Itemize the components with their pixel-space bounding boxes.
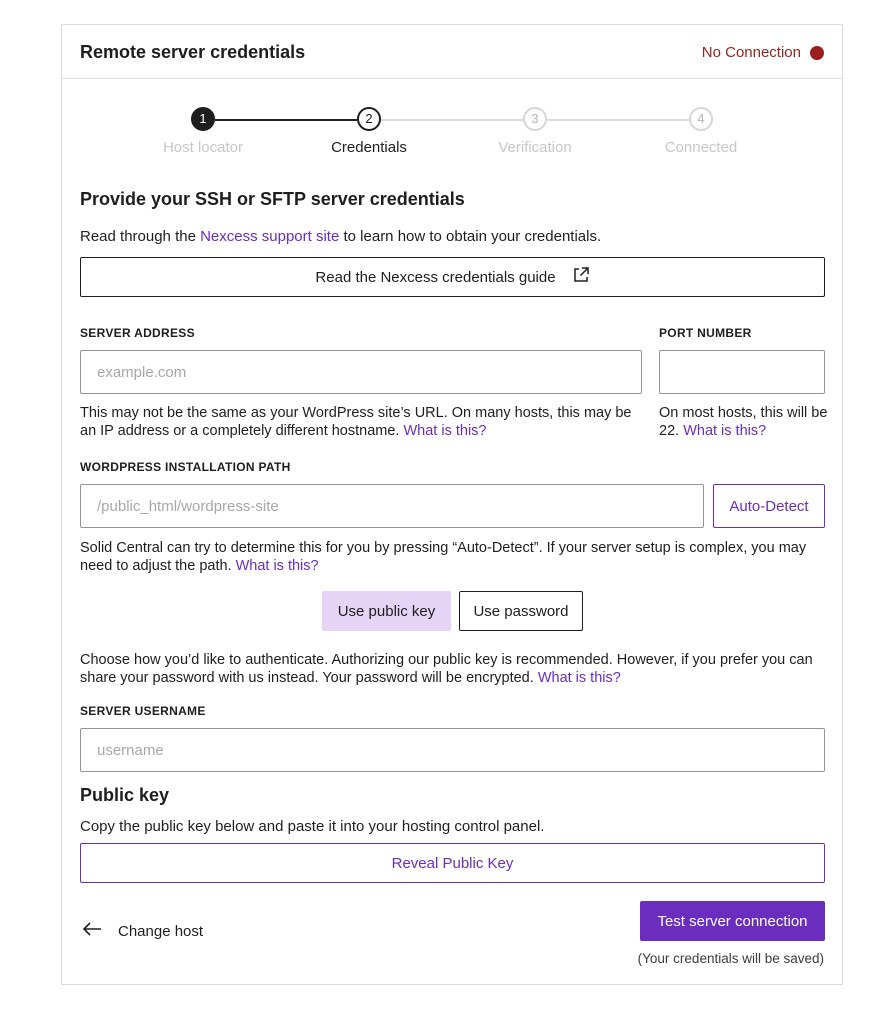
install-path-label: WORDPRESS INSTALLATION PATH (80, 460, 291, 474)
step-connector-done (215, 119, 357, 121)
port-number-label: PORT NUMBER (659, 326, 752, 340)
guide-button-label: Read the Nexcess credentials guide (315, 268, 556, 286)
intro-prefix: Read through the (80, 228, 201, 245)
change-host-button[interactable] (82, 922, 203, 940)
progress-stepper (62, 107, 842, 177)
step-2-indicator: 2 (357, 107, 381, 131)
step-3-indicator: 3 (523, 107, 547, 131)
nexcess-support-link[interactable]: Nexcess support site (200, 228, 340, 245)
credentials-guide-button[interactable] (80, 257, 825, 297)
port-what-link[interactable]: What is this? (683, 423, 767, 439)
arrow-left-icon (82, 922, 102, 940)
intro-suffix: to learn how to obtain your credentials. (339, 228, 602, 245)
credentials-card (61, 24, 843, 985)
server-address-help (80, 404, 640, 440)
auth-help-text: Choose how you’d like to authenticate. Authorizing our public key is recommended. However, if you prefer you can share your password with us instead. Your password will be encrypted. (80, 652, 813, 686)
auth-help (80, 651, 825, 687)
port-number-help (659, 404, 829, 440)
step-connector-todo (547, 119, 689, 121)
install-path-input[interactable] (80, 484, 704, 528)
auto-detect-button[interactable]: Auto-Detect (713, 484, 825, 528)
step-4-label: Connected (664, 139, 738, 156)
username-input[interactable] (80, 728, 825, 772)
port-number-input[interactable] (659, 350, 825, 394)
step-connector-todo (381, 119, 523, 121)
port-help-text: On most hosts, this will be 22. (659, 405, 828, 439)
reveal-public-key-button[interactable]: Reveal Public Key (80, 843, 825, 883)
install-path-what-link[interactable]: What is this? (235, 558, 319, 574)
install-path-help-text: Solid Central can try to determine this for you by pressing “Auto-Detect”. If your server setup is complex, you may need to adjust the path. (80, 540, 807, 574)
public-key-description: Copy the public key below and paste it into your hosting control panel. (80, 818, 545, 835)
install-path-help (80, 539, 825, 575)
server-address-input[interactable] (80, 350, 642, 394)
page-title: Remote server credentials (80, 42, 306, 62)
server-address-what-link[interactable]: What is this? (403, 423, 487, 439)
external-link-icon (572, 266, 590, 288)
credentials-saved-note: (Your credentials will be saved) (637, 951, 824, 966)
step-1-indicator: 1 (191, 107, 215, 131)
step-3-label: Verification (498, 139, 572, 156)
public-key-title: Public key (80, 785, 170, 805)
connection-status-text: No Connection (701, 44, 801, 61)
username-label: SERVER USERNAME (80, 704, 206, 718)
step-4-indicator: 4 (689, 107, 713, 131)
connection-status (702, 44, 824, 61)
use-public-key-button[interactable]: Use public key (322, 591, 451, 631)
change-host-label: Change host (118, 922, 204, 940)
step-1-label: Host locator (162, 139, 244, 156)
section-title: Provide your SSH or SFTP server credentials (80, 189, 465, 209)
auth-what-link[interactable]: What is this? (537, 670, 621, 686)
card-header (62, 25, 842, 79)
intro-text (80, 228, 601, 245)
use-password-button[interactable]: Use password (459, 591, 583, 631)
server-address-label: SERVER ADDRESS (80, 326, 195, 340)
status-dot-icon (810, 46, 824, 60)
test-server-connection-button[interactable]: Test server connection (640, 901, 825, 941)
server-address-help-text: This may not be the same as your WordPress site’s URL. On many hosts, this may be an IP address or a completely different hostname. (80, 405, 632, 439)
step-2-label: Credentials (331, 139, 407, 156)
